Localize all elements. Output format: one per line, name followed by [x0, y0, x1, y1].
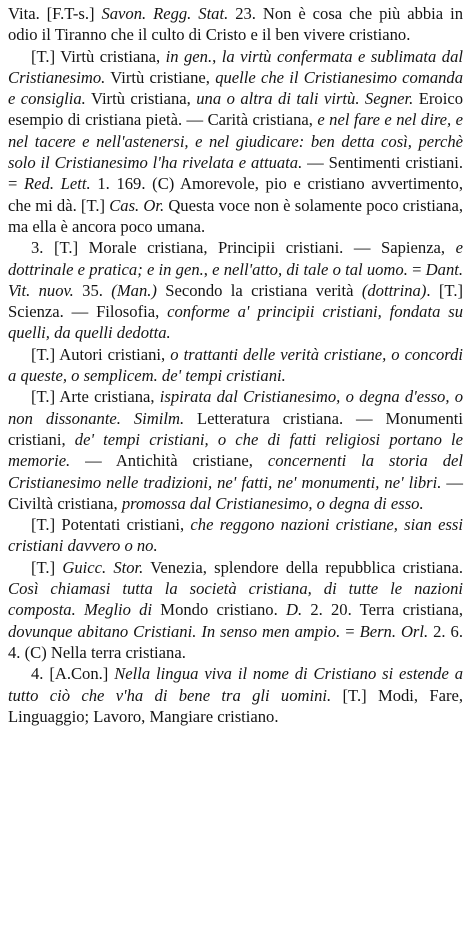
text-run: ,: [203, 259, 213, 279]
text-run: — Antichità cristiane,: [70, 451, 268, 471]
text-run: [T.] Virtù cristiana,: [31, 46, 166, 66]
text-run: 35.: [73, 280, 112, 300]
text-run-italic: in gen.: [165, 46, 213, 66]
paragraph: [8, 514, 463, 557]
text-run-italic: conforme a' principii cristiani, fondata su quelli, da quelli dedotta.: [8, 302, 464, 343]
text-run-italic: concernenti la storia del Cristianesimo nelle tradizioni, ne' fatti, ne' monumenti, ne' libri.: [8, 451, 464, 492]
text-run: — Sentimenti cristiani. =: [8, 153, 463, 194]
text-run-italic: dovunque abitano Cristiani. In senso men ampio.: [8, 621, 341, 641]
text-run-italic: Red. Lett.: [24, 174, 91, 194]
text-run-italic: de' tempi cristiani, o che di fatti religiosi portano le memorie.: [8, 429, 464, 471]
text-run: [T.] Arte cristiana,: [31, 387, 160, 407]
paragraph: [8, 3, 463, 46]
text-run-italic: Dant. Vit. nuov.: [8, 259, 464, 300]
text-run-italic: che reggono nazioni cristiane, sian essi cristiani davvero o no.: [8, 515, 463, 556]
text-run: [T.] Autori cristiani,: [31, 344, 171, 364]
text-run: ,: [212, 46, 222, 66]
text-run: [T.] Modi, Fare, Linguaggio; Lavoro, Mangiare cristiano.: [8, 685, 464, 726]
paragraph: [8, 663, 463, 727]
text-run-italic: Segner.: [364, 89, 414, 109]
text-run: Virtù cristiana,: [85, 89, 197, 109]
text-run: [T.] Potentati cristiani,: [31, 515, 191, 535]
text-run-italic: la virtù confermata e sublimata dal Cristianesimo.: [8, 46, 463, 87]
text-run: =: [340, 621, 360, 641]
text-run: 23. Non è cosa che più abbia in odio il Tiranno che il culto di Cristo e il ben vivere cristiano.: [8, 4, 463, 45]
text-run-italic: e nell'atto, di tale o tal uomo.: [212, 259, 408, 279]
text-run-italic: o trattanti delle verità cristiane, o concordi a queste, o semplicem. de' tempi cristiani.: [8, 344, 463, 386]
text-run: 2. 6. 4. (C) Nella terra cristiana.: [8, 621, 464, 662]
text-run: — Civiltà cristiana,: [8, 472, 464, 513]
text-run: [T.]: [31, 557, 63, 577]
text-run-italic: Guicc. Stor.: [62, 557, 144, 577]
text-run: 3. [T.] Morale cristiana, Principii cristiani. — Sapienza,: [31, 238, 456, 258]
paragraph: [8, 344, 463, 387]
text-run-italic: e dottrinale e pratica; e in gen.: [8, 238, 463, 279]
text-run-italic: Bern. Orl.: [359, 621, 429, 641]
paragraph: [8, 46, 463, 238]
text-run-italic: Nella lingua viva il nome di Cristiano si estende a tutto ciò che v'ha di bene tra gli uomini.: [8, 664, 463, 705]
paragraph: [8, 557, 463, 663]
text-run-italic: Così chiamasi tutta la società cristiana, di tutte le nazioni composta. Meglio di: [8, 579, 463, 620]
text-run-italic: ispirata dal Cristianesimo, o degna d'esso, o non dissonante. Similm.: [8, 387, 463, 428]
text-run: Virtù cristiane,: [105, 67, 216, 87]
text-run-italic: D.: [285, 600, 303, 620]
text-run: Venezia, splendore della repubblica cristiana.: [143, 557, 463, 577]
text-run-italic: Cas. Or.: [109, 195, 165, 215]
text-run: Secondo la cristiana verità: [156, 280, 362, 300]
text-run: Letteratura cristiana. — Monumenti cristiani,: [8, 408, 463, 449]
text-run: Questa voce non è solamente poco cristiana, ma ella è ancora poco umana.: [8, 195, 463, 236]
text-run: Vita. [F.T-s.]: [8, 4, 102, 23]
text-run-italic: (dottrina): [361, 280, 427, 300]
text-run: 1. 169. (C) Amorevole, pio e cristiano avvertimento, che mi dà. [T.]: [8, 174, 463, 215]
text-run-italic: e nel fare e nel dire, e nel tacere e nell'astenersi, e nel giudicare: ben detta così, perchè solo il Cristianesimo l'ha rivelata e attuata.: [8, 110, 463, 173]
text-run: 2. 20. Terra cristiana,: [302, 600, 463, 620]
text-run-italic: (Man.): [111, 280, 157, 300]
paragraph: [8, 237, 463, 343]
text-run-italic: una o altra di tali virtù.: [196, 89, 360, 109]
text-run: 4. [A.Con.]: [31, 664, 115, 684]
text-run-italic: promossa dal Cristianesimo, o degna di esso.: [121, 493, 424, 513]
text-run: . [T.] Scienza. — Filosofia,: [8, 280, 463, 322]
text-run-italic: quelle che il Cristianesimo comanda e consiglia.: [8, 67, 464, 109]
text-run: Mondo cristiano.: [152, 600, 286, 620]
text-run: =: [407, 259, 426, 279]
text-run: Eroico esempio di cristiana pietà. — Carità cristiana,: [8, 89, 463, 130]
text-run-italic: Savon. Regg. Stat.: [101, 4, 229, 23]
paragraph: [8, 386, 463, 514]
